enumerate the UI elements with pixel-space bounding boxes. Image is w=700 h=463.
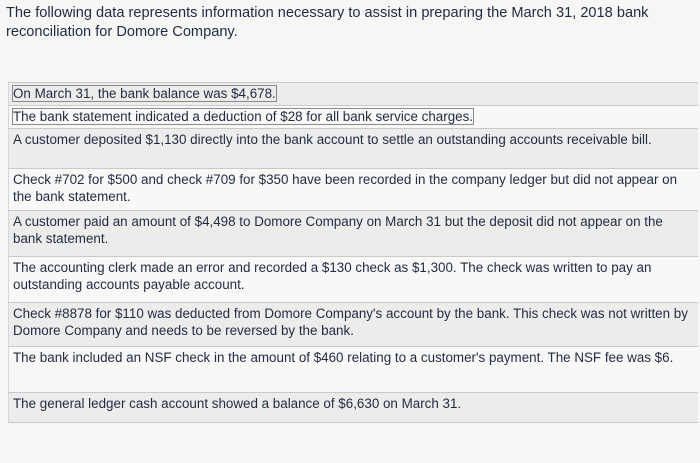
- table-row: [8, 303, 698, 347]
- reconciliation-data-table: [8, 82, 698, 423]
- table-row: [8, 83, 698, 106]
- intro-text: The following data represents information necessary to assist in preparing the March 31, 2018 bank reconciliation for Domore Company.: [6, 5, 649, 40]
- table-row: [8, 211, 698, 257]
- table-row: [8, 106, 698, 129]
- row-text: Check #8878 for $110 was deducted from Domore Company's account by the bank. This check was not written by Domore Company and needs to be reversed by the bank.: [13, 306, 688, 338]
- row-text: The accounting clerk made an error and recorded a $130 check as $1,300. The check was written to pay an outstanding accounts payable account.: [13, 260, 652, 292]
- row-text: On March 31, the bank balance was $4,678.: [13, 86, 276, 101]
- table-row: [8, 129, 698, 169]
- table-row: [8, 169, 698, 211]
- row-text: The general ledger cash account showed a balance of $6,630 on March 31.: [13, 396, 462, 411]
- row-text: Check #702 for $500 and check #709 for $350 have been recorded in the company ledger but did not appear on the bank statement.: [13, 172, 678, 204]
- row-text: The bank included an NSF check in the amount of $460 relating to a customer's payment. The NSF fee was $6.: [13, 350, 674, 365]
- table-row: [8, 257, 698, 303]
- row-text: The bank statement indicated a deduction of $28 for all bank service charges.: [13, 109, 474, 124]
- table-row: [8, 347, 698, 393]
- table-row: [8, 393, 698, 423]
- row-text: A customer paid an amount of $4,498 to Domore Company on March 31 but the deposit did not appear on the bank statement.: [13, 214, 663, 246]
- row-text: A customer deposited $1,130 directly into the bank account to settle an outstanding accounts receivable bill.: [13, 132, 652, 147]
